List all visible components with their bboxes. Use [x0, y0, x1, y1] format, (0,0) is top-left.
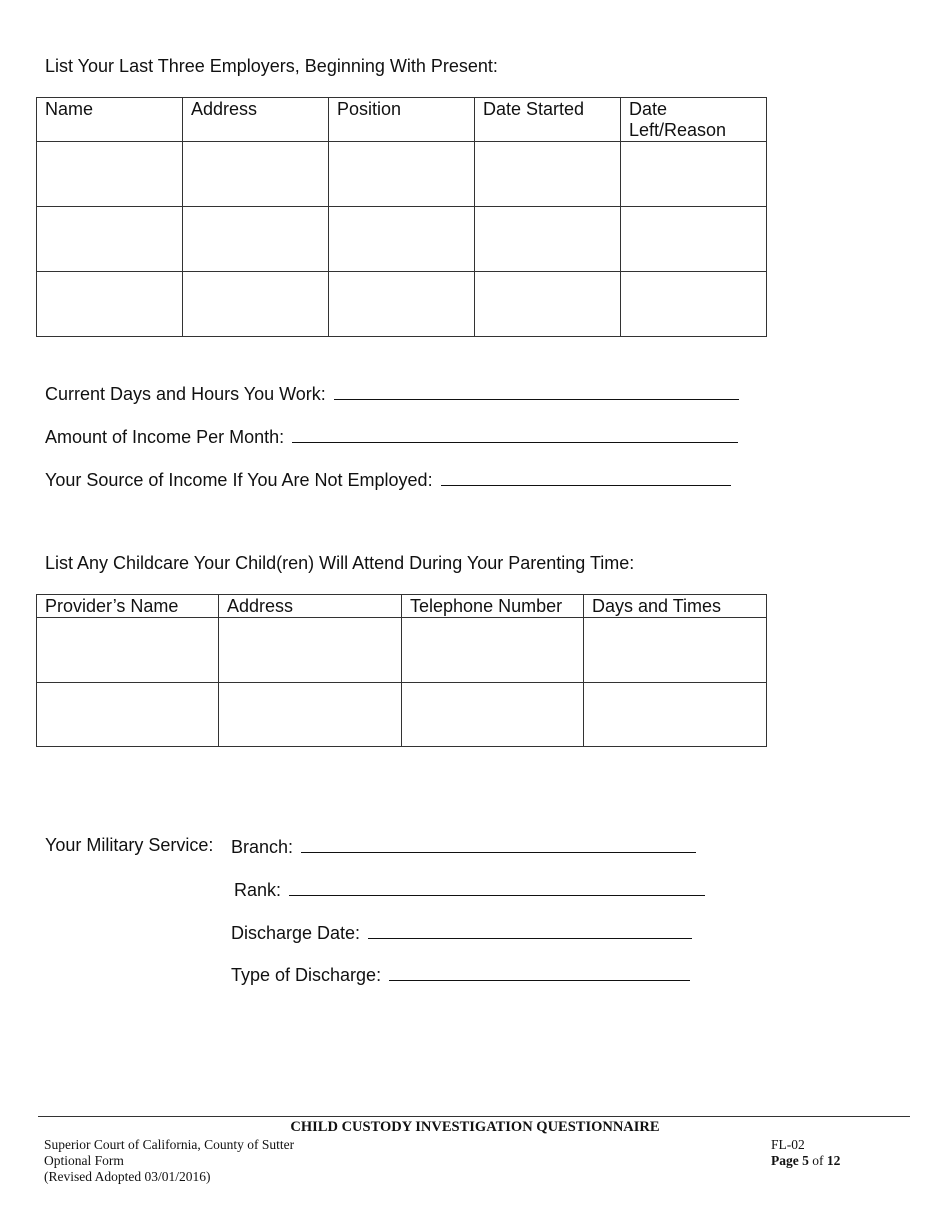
employers-header-row	[37, 98, 767, 142]
childcare-2-telephone-cell[interactable]	[402, 683, 584, 747]
military-section-label: Your Military Service:	[45, 835, 214, 855]
income-field	[45, 425, 738, 448]
income-label: Amount of Income Per Month:	[45, 427, 285, 447]
childcare-col-days-times: Days and Times	[584, 595, 767, 618]
employer-2-name-cell[interactable]	[37, 207, 183, 272]
childcare-1-days-times-cell[interactable]	[584, 618, 767, 683]
discharge-date-input[interactable]	[368, 921, 692, 939]
employers-col-date-left	[621, 98, 767, 142]
court-name: Superior Court of California, County of Sutter	[44, 1137, 295, 1152]
employer-2-position-cell[interactable]	[329, 207, 475, 272]
discharge-date-field	[231, 921, 692, 944]
rank-label: Rank:	[234, 880, 282, 900]
discharge-type-input[interactable]	[389, 963, 690, 981]
childcare-2-address-cell[interactable]	[219, 683, 402, 747]
employer-2-address-cell[interactable]	[183, 207, 329, 272]
childcare-1-telephone-cell[interactable]	[402, 618, 584, 683]
revision-date: (Revised Adopted 03/01/2016)	[44, 1169, 211, 1184]
employer-2-date-started-cell[interactable]	[475, 207, 621, 272]
form-title: CHILD CUSTODY INVESTIGATION QUESTIONNAIRE	[290, 1119, 660, 1135]
employers-heading: List Your Last Three Employers, Beginning With Present:	[45, 56, 498, 76]
childcare-col-provider: Provider’s Name	[37, 595, 219, 618]
hours-field	[45, 382, 739, 405]
hours-label: Current Days and Hours You Work:	[45, 384, 326, 404]
branch-input[interactable]	[301, 835, 696, 853]
rank-field	[234, 878, 705, 901]
employer-1-date-left-cell[interactable]	[621, 142, 767, 207]
table-row	[37, 207, 767, 272]
footer-divider	[38, 1116, 910, 1117]
employer-3-date-left-cell[interactable]	[621, 272, 767, 337]
income-source-label: Your Source of Income If You Are Not Employed:	[45, 470, 433, 490]
employer-3-name-cell[interactable]	[37, 272, 183, 337]
employers-col-address: Address	[183, 98, 329, 142]
table-row	[37, 142, 767, 207]
discharge-date-label: Discharge Date:	[231, 923, 361, 943]
employers-col-date-started: Date Started	[475, 98, 621, 142]
employer-1-date-started-cell[interactable]	[475, 142, 621, 207]
employer-3-position-cell[interactable]	[329, 272, 475, 337]
employer-1-position-cell[interactable]	[329, 142, 475, 207]
table-row	[37, 683, 767, 747]
childcare-col-address: Address	[219, 595, 402, 618]
page-indicator	[771, 1153, 840, 1169]
employers-col-name: Name	[37, 98, 183, 142]
employers-col-position: Position	[329, 98, 475, 142]
childcare-1-provider-cell[interactable]	[37, 618, 219, 683]
employer-3-date-started-cell[interactable]	[475, 272, 621, 337]
rank-input[interactable]	[289, 878, 705, 896]
optional-form-note: Optional Form	[44, 1153, 124, 1168]
branch-label: Branch:	[231, 837, 294, 857]
page-current: 5	[802, 1153, 809, 1168]
childcare-heading: List Any Childcare Your Child(ren) Will Attend During Your Parenting Time:	[45, 553, 635, 573]
employers-col-date-left-label: Date Left/Reason	[629, 99, 727, 140]
childcare-table	[36, 594, 767, 747]
hours-input[interactable]	[334, 382, 739, 400]
employers-table	[36, 97, 767, 337]
employer-1-name-cell[interactable]	[37, 142, 183, 207]
discharge-type-label: Type of Discharge:	[231, 965, 382, 985]
table-row	[37, 272, 767, 337]
table-row	[37, 618, 767, 683]
employer-3-address-cell[interactable]	[183, 272, 329, 337]
income-source-field	[45, 468, 731, 491]
childcare-2-days-times-cell[interactable]	[584, 683, 767, 747]
income-source-input[interactable]	[441, 468, 731, 486]
employer-2-date-left-cell[interactable]	[621, 207, 767, 272]
childcare-header-row	[37, 595, 767, 618]
employer-1-address-cell[interactable]	[183, 142, 329, 207]
page-word: Page	[771, 1153, 799, 1168]
form-code: FL-02	[771, 1137, 805, 1152]
discharge-type-field	[231, 963, 690, 986]
branch-field	[231, 835, 696, 858]
childcare-1-address-cell[interactable]	[219, 618, 402, 683]
page-of: of	[812, 1153, 824, 1168]
page-total: 12	[826, 1153, 841, 1168]
childcare-col-telephone: Telephone Number	[402, 595, 584, 618]
childcare-2-provider-cell[interactable]	[37, 683, 219, 747]
income-input[interactable]	[292, 425, 738, 443]
